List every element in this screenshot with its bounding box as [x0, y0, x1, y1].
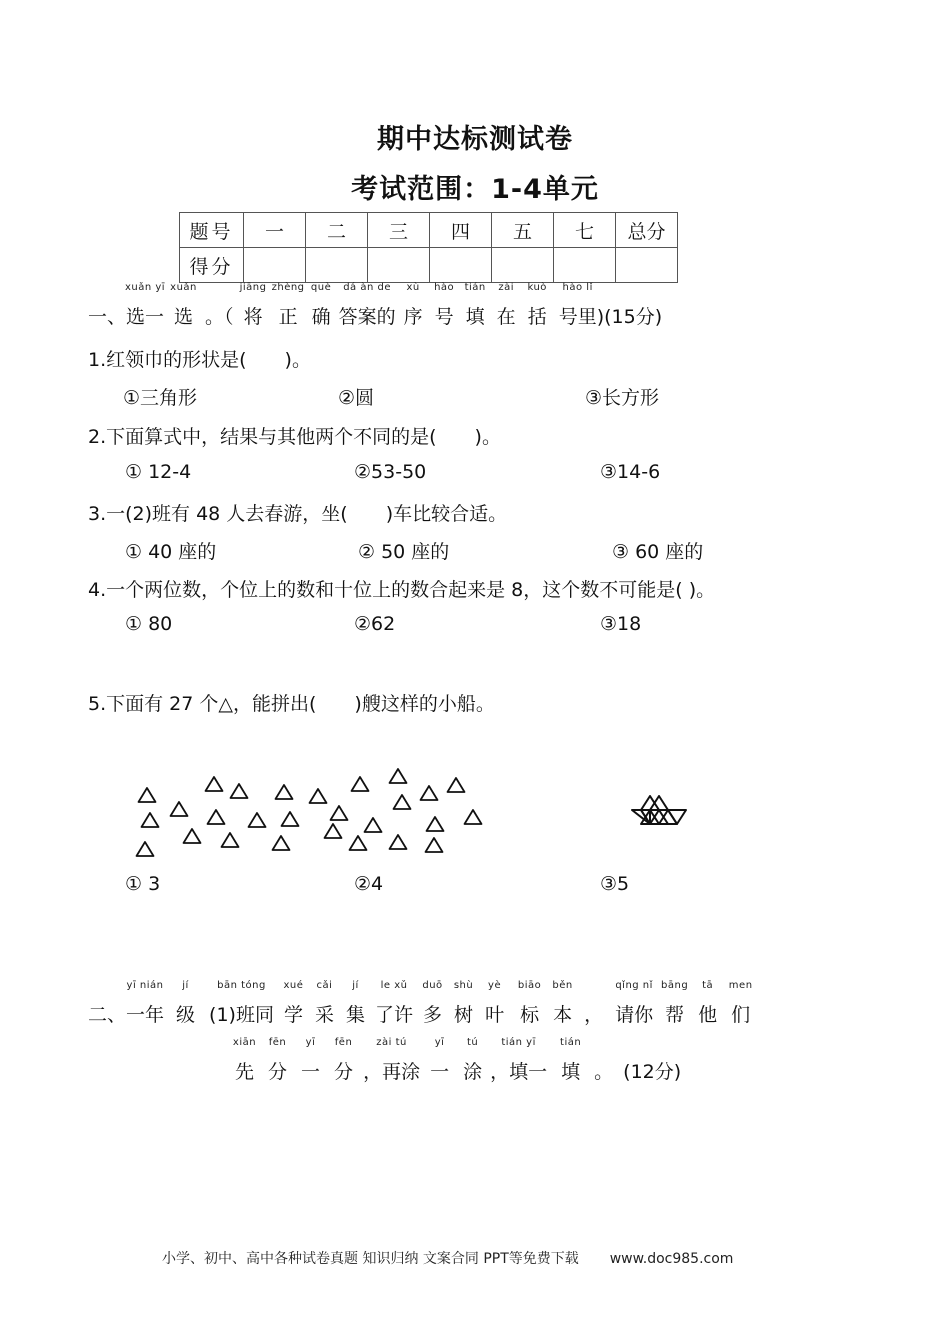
triangle-shape [208, 810, 225, 824]
pinyin: yī [305, 1037, 316, 1048]
score-input-cell[interactable] [430, 248, 492, 283]
ruby-char: 。 [594, 1061, 614, 1083]
ruby-segment [434, 282, 455, 329]
score-input-cell[interactable] [244, 248, 306, 283]
table-cell: 三 [368, 213, 430, 248]
triangle-shape [273, 836, 290, 850]
triangle-shape [427, 817, 444, 831]
pinyin: běn [552, 980, 573, 991]
ruby-char: 采 [314, 1004, 334, 1026]
triangle-shape [421, 786, 438, 800]
ruby-segment [403, 282, 423, 329]
ruby-char: 号里 [558, 306, 597, 328]
boat-triangle [641, 796, 659, 810]
q4-option-1[interactable]: ① 80 [125, 613, 173, 635]
pinyin: kuò [527, 282, 547, 293]
ruby-segment [584, 1000, 603, 1027]
q1-option-3[interactable]: ③长方形 [585, 387, 660, 409]
section-number: 一、 [88, 306, 127, 328]
exam-title: 期中达标测试卷 [377, 124, 573, 155]
ruby-segment [552, 980, 573, 1027]
score-input-cell[interactable] [368, 248, 430, 283]
score-input-cell[interactable] [616, 248, 678, 283]
table-cell: 题号 [180, 213, 244, 248]
pinyin: tián [464, 282, 486, 293]
triangle-shape [365, 818, 382, 832]
triangle-shape [325, 824, 342, 838]
pinyin: xuǎn [170, 282, 197, 293]
ruby-segment [338, 282, 396, 329]
ruby-segment [301, 1037, 321, 1084]
ruby-segment [490, 1037, 548, 1084]
q4-option-2[interactable]: ②62 [354, 613, 396, 635]
boat-triangle [668, 810, 686, 824]
ruby-segment [560, 1037, 582, 1084]
triangle-shape [390, 835, 407, 849]
triangle-shape [310, 789, 327, 803]
ruby-char: 在 [496, 306, 516, 328]
ruby-char: 们 [731, 1004, 751, 1026]
pinyin: qǐng nǐ [615, 980, 653, 991]
ruby-segment [615, 980, 654, 1027]
score-input-cell[interactable] [554, 248, 616, 283]
ruby-segment [517, 980, 542, 1027]
ruby-segment [283, 980, 304, 1027]
pinyin: tián yī [501, 1037, 536, 1048]
ruby-char: 集 [346, 1004, 366, 1026]
q5-option-3[interactable]: ③5 [600, 873, 630, 895]
score-input-cell[interactable] [306, 248, 368, 283]
pinyin: xiān [232, 1037, 257, 1048]
ruby-char: 帮 [665, 1004, 685, 1026]
ruby-segment [314, 980, 334, 1027]
triangle-shape [231, 784, 248, 798]
footer-note: 小学、初中、高中各种试卷真题 知识归纳 文案合同 PPT等免费下载 [162, 1251, 579, 1267]
pinyin: tián [560, 1037, 582, 1048]
triangles-figure [120, 760, 500, 870]
ruby-segment [464, 282, 486, 329]
pinyin: fēn [334, 1037, 353, 1048]
section2-heading-line2 [232, 1037, 682, 1084]
q2-option-3[interactable]: ③14-6 [600, 461, 661, 483]
ruby-char: 答案的 [338, 306, 396, 328]
ruby-segment [126, 980, 165, 1027]
ruby-segment [430, 1037, 450, 1084]
triangle-shape [448, 778, 465, 792]
triangle-shape [142, 813, 159, 827]
ruby-segment [661, 980, 689, 1027]
ruby-char: 将 [243, 306, 263, 328]
pinyin: xù [406, 282, 420, 293]
question-3-stem: 3.一(2)班有 48 人去春游，坐( )车比较合适。 [88, 503, 508, 525]
ruby-char: 涂 [463, 1061, 483, 1083]
pinyin: biāo [517, 980, 542, 991]
pinyin: yī [434, 1037, 445, 1048]
triangle-shape [394, 795, 411, 809]
ruby-segment [698, 980, 718, 1027]
ruby-char: ， [584, 1004, 604, 1026]
q2-option-1[interactable]: ① 12-4 [125, 461, 192, 483]
q1-option-2[interactable]: ②圆 [338, 387, 375, 409]
pinyin: hào [434, 282, 455, 293]
ruby-char: 分 [268, 1061, 288, 1083]
ruby-char: (1)班同 [209, 1004, 274, 1026]
q3-option-2[interactable]: ② 50 座的 [358, 541, 450, 563]
pinyin: le xǔ [380, 980, 408, 991]
pinyin: yè [488, 980, 502, 991]
q5-option-2[interactable]: ②4 [354, 873, 384, 895]
pinyin: jí [352, 980, 359, 991]
ruby-char: 级 [176, 1004, 196, 1026]
ruby-char: 填 [465, 306, 485, 328]
ruby-char: ，再涂 [363, 1061, 421, 1083]
q3-option-3[interactable]: ③ 60 座的 [612, 541, 704, 563]
pinyin: bāng [661, 980, 689, 991]
triangle-shape [206, 777, 223, 791]
pinyin: xué [283, 980, 304, 991]
pinyin: xuǎn yī [124, 282, 166, 293]
triangle-shape [276, 785, 293, 799]
pinyin: duō [422, 980, 443, 991]
pinyin: zài [498, 282, 514, 293]
ruby-segment [176, 980, 196, 1027]
ruby-char: 树 [454, 1004, 474, 1026]
ruby-segment [485, 980, 505, 1027]
triangle-shape [139, 788, 156, 802]
ruby-segment [422, 980, 443, 1027]
pinyin: jí [182, 980, 189, 991]
q5-option-1[interactable]: ① 3 [125, 873, 161, 895]
ruby-char: 先 [235, 1061, 255, 1083]
ruby-segment [124, 282, 166, 329]
ruby-segment [527, 282, 547, 329]
pinyin: zhèng [271, 282, 305, 293]
section1-heading [88, 282, 663, 329]
ruby-char: 本 [553, 1004, 573, 1026]
triangle-shape [350, 836, 367, 850]
section2-heading-line1 [88, 980, 753, 1027]
table-cell: 得分 [180, 248, 244, 283]
ruby-char: 了许 [375, 1004, 414, 1026]
triangle-shape [137, 842, 154, 856]
pinyin: fēn [268, 1037, 287, 1048]
boat-figure [628, 793, 690, 833]
question-5-stem: 5.下面有 27 个△，能拼出( )艘这样的小船。 [88, 693, 495, 715]
pinyin: tú [466, 1037, 479, 1048]
boat-triangle [650, 796, 668, 810]
score-input-cell[interactable] [492, 248, 554, 283]
triangle-shape [390, 769, 407, 783]
pinyin: bān tóng [217, 980, 266, 991]
ruby-char: 学 [283, 1004, 303, 1026]
ruby-segment [334, 1037, 354, 1084]
pinyin: yī nián [126, 980, 164, 991]
pinyin: men [728, 980, 753, 991]
pinyin: què [310, 282, 332, 293]
pinyin: zài tú [376, 1037, 407, 1048]
triangle-shape [222, 833, 239, 847]
pinyin: shù [453, 980, 474, 991]
pinyin: jiāng [239, 282, 267, 293]
ruby-char: 确 [311, 306, 331, 328]
ruby-char: 。（ [205, 306, 234, 328]
ruby-char: 选一 [126, 306, 165, 328]
ruby-char: 号 [434, 306, 454, 328]
q4-option-3[interactable]: ③18 [600, 613, 642, 635]
ruby-segment [271, 282, 305, 329]
triangle-shape [465, 810, 482, 824]
pinyin: dá àn de [343, 282, 392, 293]
q1-option-1[interactable]: ①三角形 [123, 387, 198, 409]
question-1-stem: 1.红领巾的形状是( )。 [88, 349, 311, 371]
ruby-segment [310, 282, 332, 329]
triangle-shape [426, 838, 443, 852]
ruby-segment [232, 1037, 257, 1084]
ruby-char: 标 [520, 1004, 540, 1026]
ruby-char: ，填一 [490, 1061, 548, 1083]
pinyin: hào lǐ [562, 282, 593, 293]
table-row [180, 248, 678, 283]
ruby-segment [453, 980, 474, 1027]
table-cell: 五 [492, 213, 554, 248]
ruby-char: 一 [430, 1061, 450, 1083]
boat-triangle [650, 810, 668, 824]
section-number: 二、 [88, 1004, 127, 1026]
ruby-char: 一 [301, 1061, 321, 1083]
question-2-stem: 2.下面算式中，结果与其他两个不同的是( )。 [88, 426, 501, 448]
table-cell: 七 [554, 213, 616, 248]
ruby-segment [209, 980, 274, 1027]
ruby-char: 请你 [615, 1004, 654, 1026]
triangle-shape [184, 829, 201, 843]
ruby-char: 多 [423, 1004, 443, 1026]
ruby-segment [375, 980, 414, 1027]
question-4-stem: 4.一个两位数，个位上的数和十位上的数合起来是 8，这个数不可能是( )。 [88, 579, 716, 601]
ruby-segment [463, 1037, 483, 1084]
ruby-char: 括 [527, 306, 547, 328]
ruby-segment [496, 282, 516, 329]
ruby-segment [170, 282, 197, 329]
ruby-char: 一年 [126, 1004, 165, 1026]
table-cell: 总分 [616, 213, 678, 248]
ruby-char: 叶 [485, 1004, 505, 1026]
footer-url[interactable]: www.doc985.com [609, 1251, 734, 1267]
exam-scope: 考试范围：1-4单元 [351, 174, 599, 205]
table-cell: 四 [430, 213, 492, 248]
ruby-char: 选 [174, 306, 194, 328]
ruby-segment [239, 282, 267, 329]
footer-text [162, 1248, 733, 1268]
triangle-shape [171, 802, 188, 816]
ruby-char: 他 [698, 1004, 718, 1026]
ruby-char: 正 [278, 306, 298, 328]
ruby-char: 填 [561, 1061, 581, 1083]
section-score: )(15分) [596, 306, 663, 328]
ruby-char: 序 [403, 306, 423, 328]
ruby-segment [594, 1057, 613, 1084]
ruby-segment [205, 302, 234, 329]
triangle-shape [282, 812, 299, 826]
table-cell: 二 [306, 213, 368, 248]
ruby-segment [728, 980, 753, 1027]
triangle-shape [352, 777, 369, 791]
ruby-segment [558, 282, 597, 329]
ruby-segment [268, 1037, 288, 1084]
table-cell: 一 [244, 213, 306, 248]
boat-triangle [632, 810, 650, 824]
q3-option-1[interactable]: ① 40 座的 [125, 541, 217, 563]
table-row [180, 213, 678, 248]
triangle-shape [249, 813, 266, 827]
triangle-shape [331, 806, 348, 820]
pinyin: tā [702, 980, 714, 991]
ruby-char: 分 [334, 1061, 354, 1083]
q2-option-2[interactable]: ②53-50 [354, 461, 427, 483]
ruby-segment [363, 1037, 421, 1084]
pinyin: cǎi [316, 980, 333, 991]
boat-triangle [659, 810, 677, 824]
section-score: (12分) [623, 1061, 682, 1083]
ruby-segment [346, 980, 366, 1027]
score-table [179, 212, 678, 283]
